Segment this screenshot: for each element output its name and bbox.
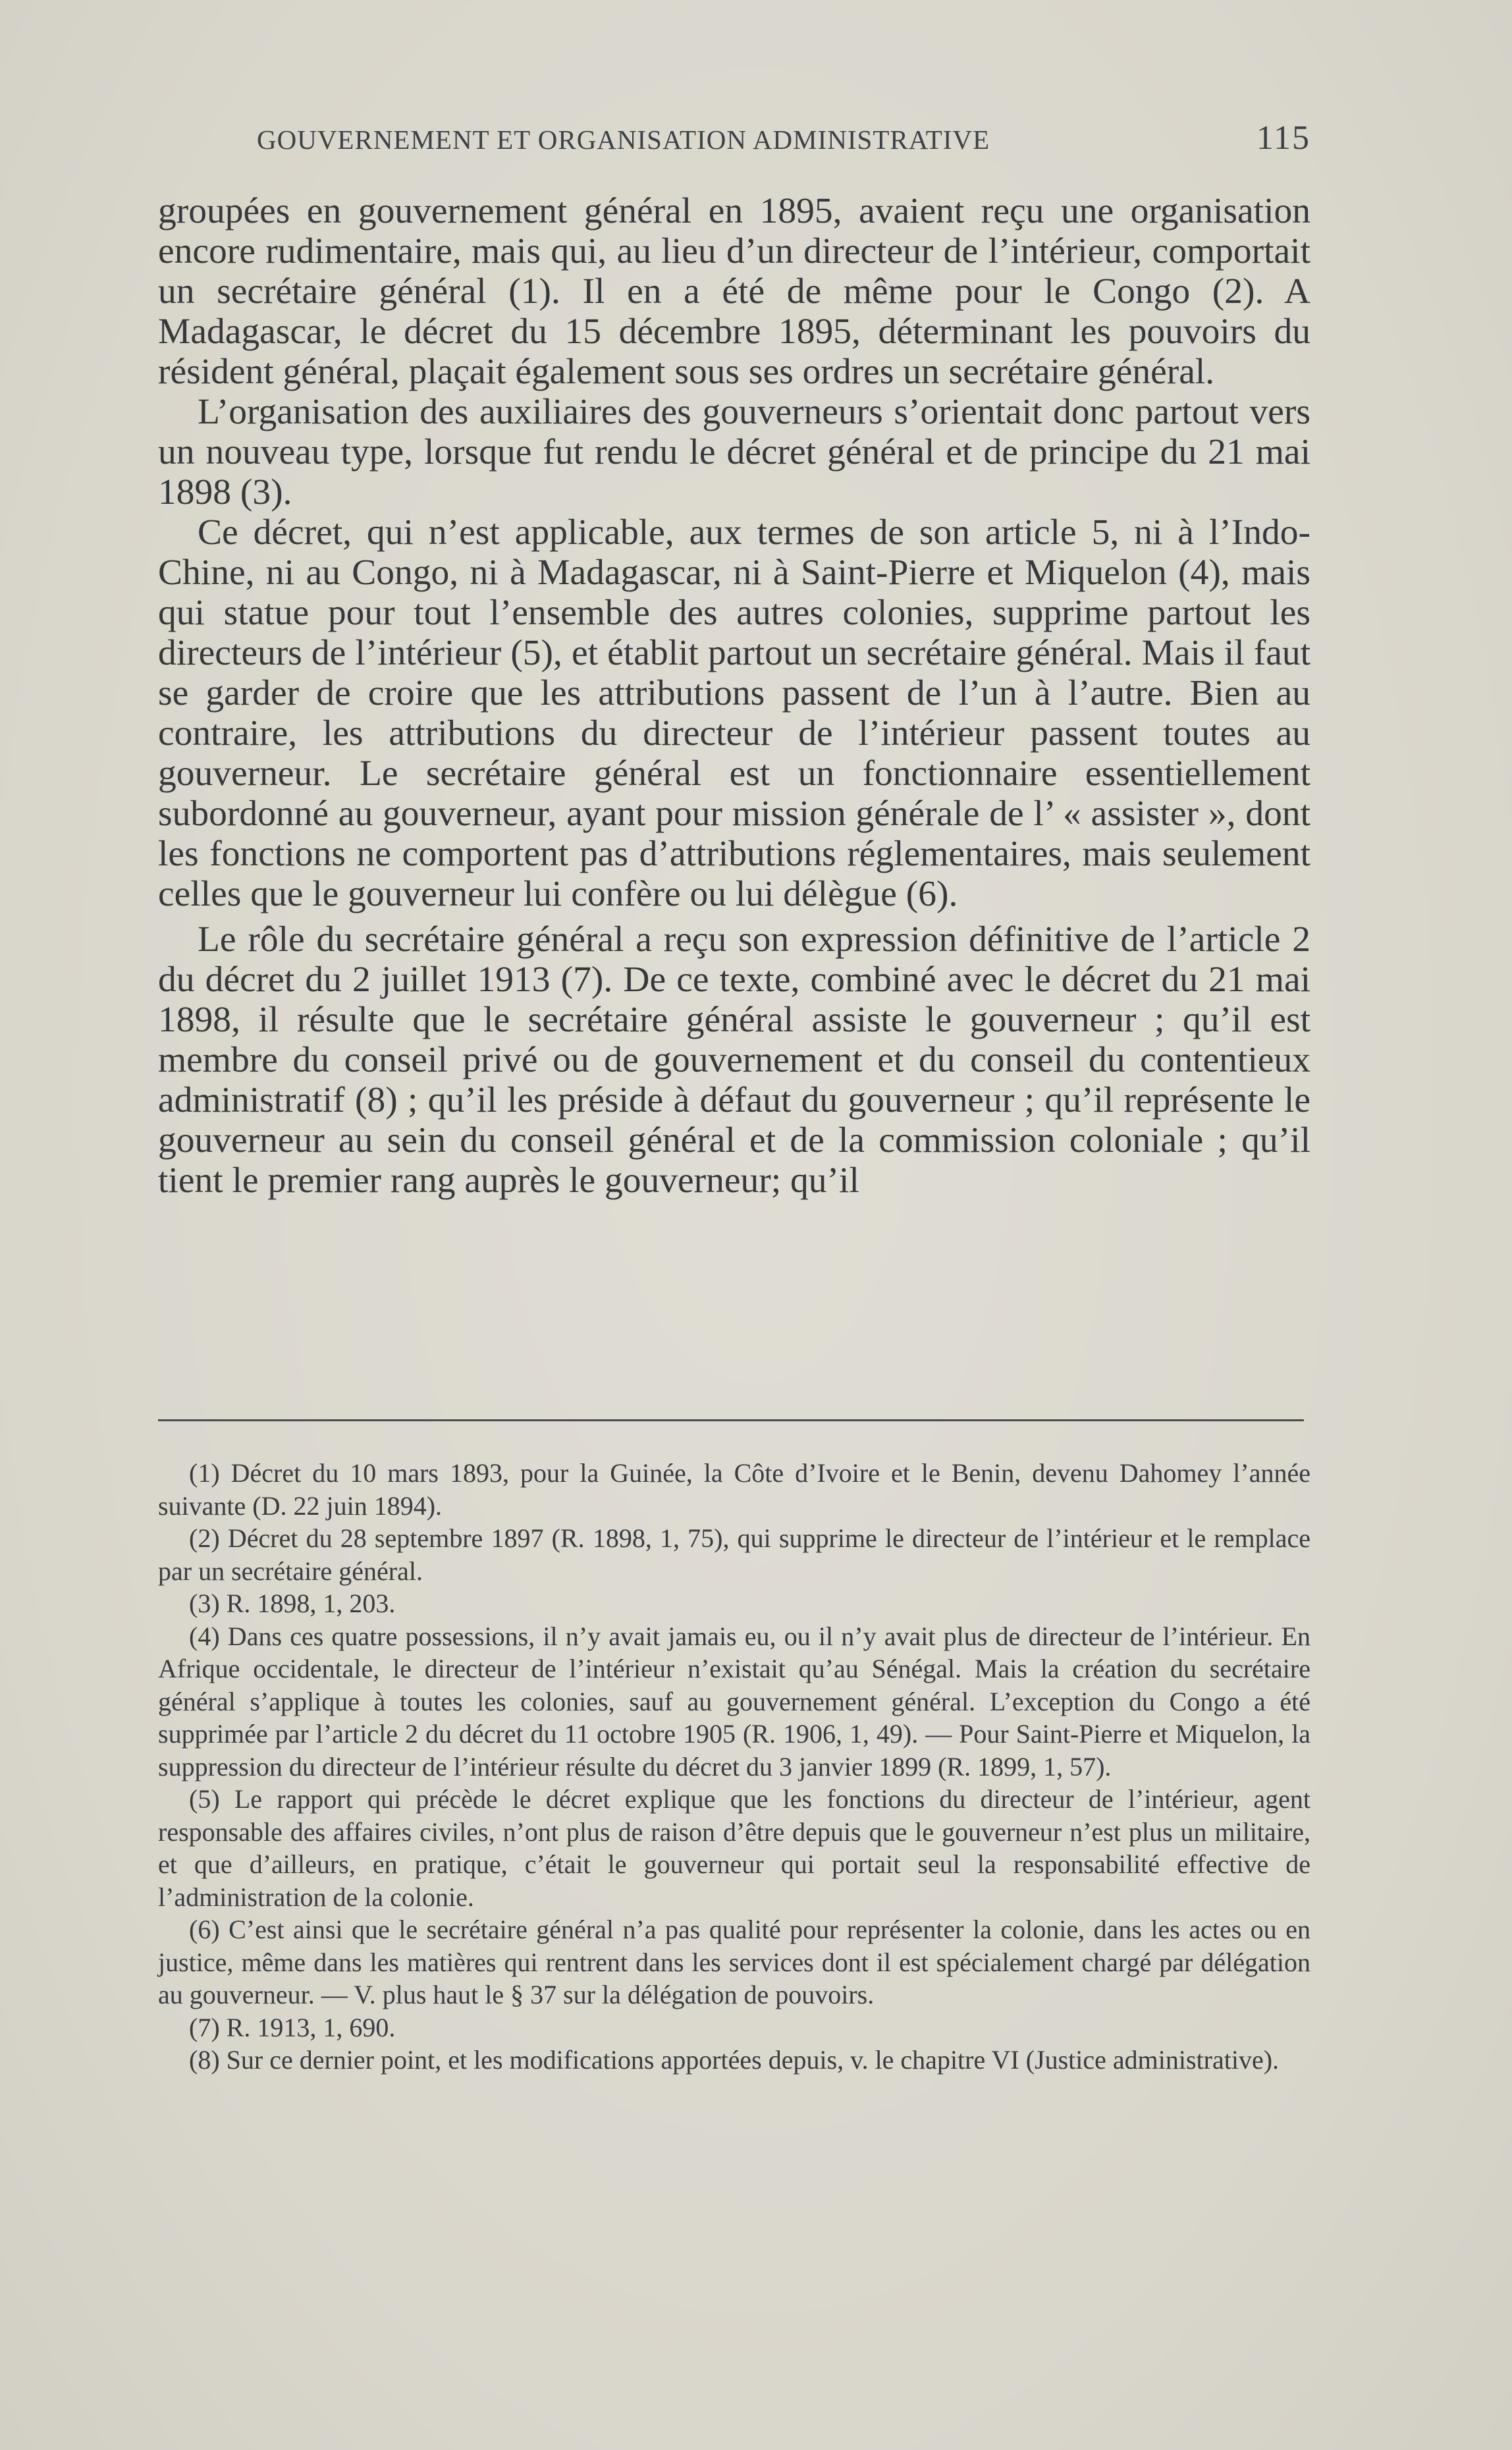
footnote: (8) Sur ce dernier point, et les modifications apportées depuis, v. le chapitre VI (Justice administrative). <box>189 2045 1280 2075</box>
footnotes <box>158 1457 1310 2077</box>
paragraph: Le rôle du secrétaire général a reçu son expression définitive de l’article 2 du décret du 2 juillet 1913 (7). De ce texte, combiné avec le décret du 21 mai 1898, il résulte que le secrétaire général assiste le gouverneur ; qu’il est membre du conseil privé ou de gouvernement et du conseil du contentieux administratif (8) ; qu’il les préside à défaut du gouverneur ; qu’il représente le gouverneur au sein du conseil général et de la commission coloniale ; qu’il tient le premier rang auprès le gouverneur; qu’il <box>158 919 1310 1201</box>
footnote: (7) R. 1913, 1, 690. <box>189 2012 396 2042</box>
paragraph: L’organisation des auxiliaires des gouverneurs s’orientait donc partout vers un nouveau type, lorsque fut rendu le décret général et de principe du 21 mai 1898 (3). <box>158 392 1310 512</box>
footnote: (5) Le rapport qui précède le décret explique que les fonctions du directeur de l’intérieur, agent responsable des affaires civiles, n’ont plus de raison d’être depuis que le gouverneur n’est plus un militaire, et que d’ailleurs, en pratique, c’était le gouverneur qui portait seul la responsabilité effective de l’administration de la colonie. <box>158 1784 1310 1912</box>
footnote-separator <box>158 1419 1304 1421</box>
paragraph: groupées en gouvernement général en 1895, avaient reçu une organisation encore rudimentaire, mais qui, au lieu d’un directeur de l’intérieur, comportait un secrétaire général (1). Il en a été de même pour le Congo (2). A Madagascar, le décret du 15 décembre 1895, déterminant les pouvoirs du résident général, plaçait également sous ses ordres un secrétaire général. <box>158 191 1310 392</box>
running-title: GOUVERNEMENT ET ORGANISATION ADMINISTRATIVE <box>257 124 990 155</box>
footnote: (6) C’est ainsi que le secrétaire général n’a pas qualité pour représenter la colonie, dans les actes ou en justice, même dans les matières qui rentrent dans les services dont il est spécialement chargé par délégation au gouverneur. — V. plus haut le § 37 sur la délégation de pouvoirs. <box>158 1915 1310 2009</box>
paragraph: Ce décret, qui n’est applicable, aux termes de son article 5, ni à l’Indo-Chine, ni au Congo, ni à Madagascar, ni à Saint-Pierre et Miquelon (4), mais qui statue pour tout l’ensemble des autres colonies, supprime partout les directeurs de l’intérieur (5), et établit partout un secrétaire général. Mais il faut se garder de croire que les attributions passent de l’un à l’autre. Bien au contraire, les attributions du directeur de l’intérieur passent toutes au gouverneur. Le secrétaire général est un fonctionnaire essentiellement subordonné au gouverneur, ayant pour mission générale de l’ « assister », dont les fonctions ne comportent pas d’attributions réglementaires, mais seulement celles que le gouverneur lui confère ou lui délègue (6). <box>158 512 1310 914</box>
page-header <box>158 119 1310 158</box>
page-number: 115 <box>1256 119 1310 157</box>
footnote: (3) R. 1898, 1, 203. <box>189 1589 396 1618</box>
footnote: (4) Dans ces quatre possessions, il n’y avait jamais eu, ou il n’y avait plus de directeur de l’intérieur. En Afrique occidentale, le directeur de l’intérieur n’existait qu’au Sénégal. Mais la création du secrétaire général s’applique à toutes les colonies, sauf au gouvernement général. L’exception du Congo a été supprimée par l’article 2 du décret du 11 octobre 1905 (R. 1906, 1, 49). — Pour Saint-Pierre et Miquelon, la suppression du directeur de l’intérieur résulte du décret du 3 janvier 1899 (R. 1899, 1, 57). <box>158 1621 1310 1782</box>
body-text <box>158 191 1310 1201</box>
footnote: (2) Décret du 28 septembre 1897 (R. 1898, 1, 75), qui supprime le directeur de l’intérieur et le remplace par un secrétaire général. <box>158 1523 1310 1586</box>
footnote: (1) Décret du 10 mars 1893, pour la Guinée, la Côte d’Ivoire et le Benin, devenu Dahomey l’année suivante (D. 22 juin 1894). <box>158 1458 1310 1521</box>
